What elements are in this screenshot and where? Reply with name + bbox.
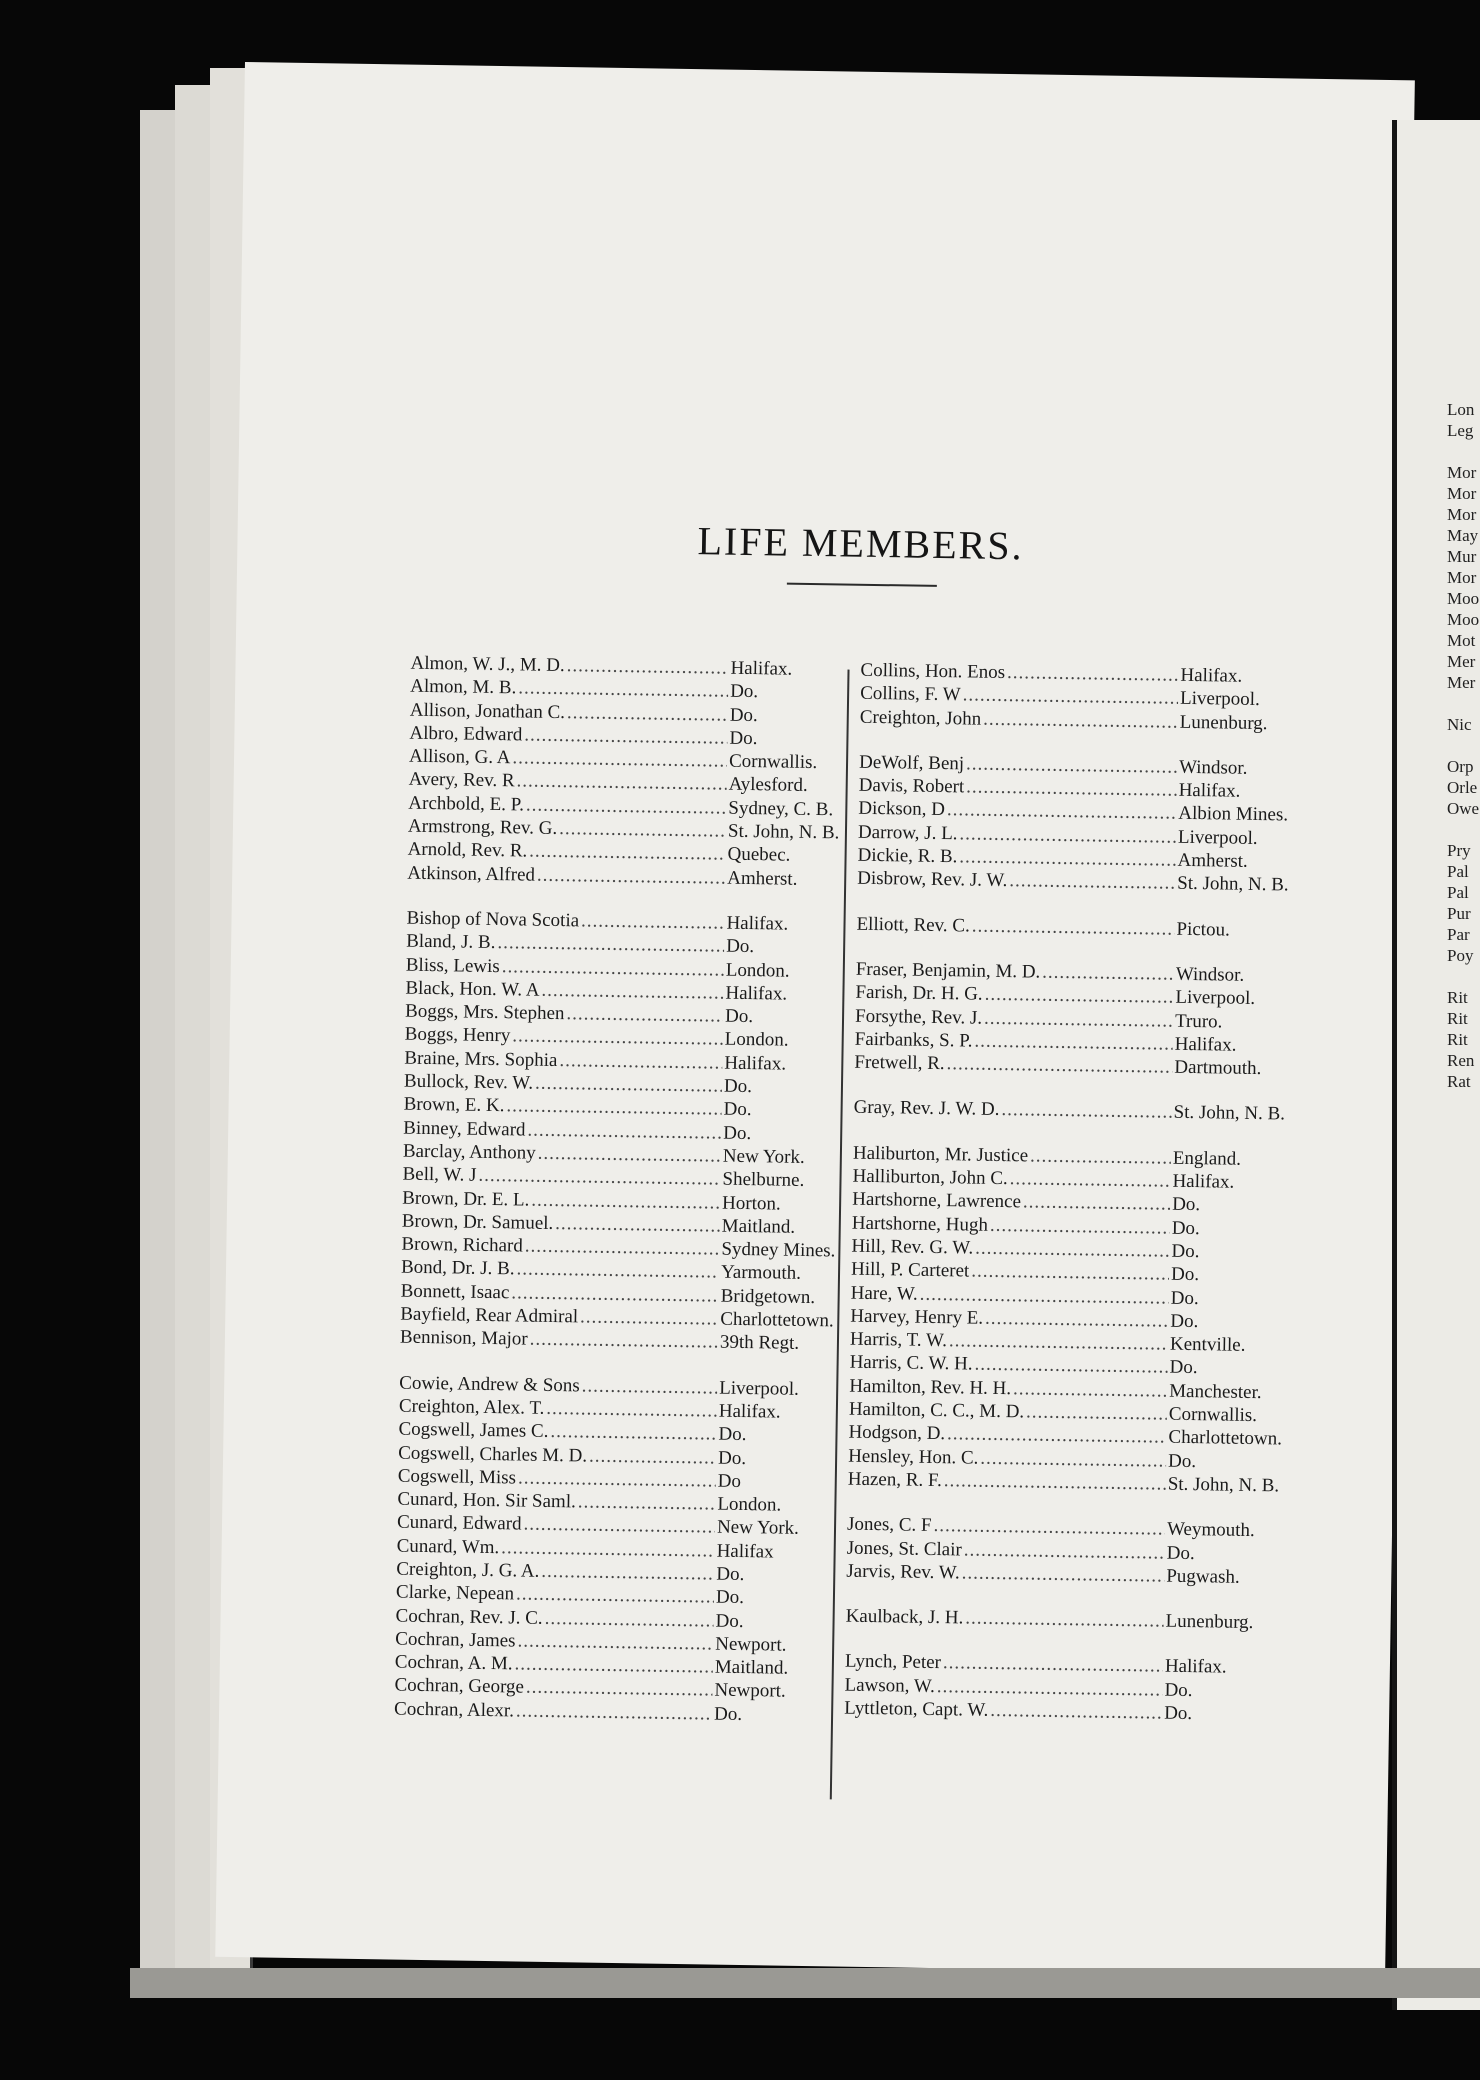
member-name: Cunard, Edward — [396, 1511, 522, 1535]
leader-dots — [581, 910, 725, 934]
member-place: Sydney, C. B. — [728, 797, 834, 821]
member-name: Collins, Hon. Enos — [860, 659, 1006, 684]
next-page-fragment: Pal — [1447, 862, 1469, 881]
member-name: Bland, J. B. — [406, 930, 496, 954]
next-page-fragment: Rit — [1447, 1009, 1468, 1028]
member-name: Almon, M. B. — [410, 675, 517, 699]
leader-dots — [933, 1515, 1165, 1541]
leader-dots — [526, 794, 727, 819]
member-name: Brown, Dr. Samuel. — [401, 1210, 554, 1234]
member-name: Boggs, Henry — [404, 1024, 511, 1047]
member-name: Elliott, Rev. C. — [856, 913, 970, 937]
member-name: Albro, Edward — [409, 722, 523, 746]
next-page-fragment: Mer — [1447, 673, 1476, 692]
member-name: Brown, E. K. — [403, 1093, 505, 1117]
member-place: Amherst. — [727, 867, 798, 890]
member-place: Newport. — [715, 1633, 787, 1656]
member-name: Hamilton, Rev. H. H. — [849, 1375, 1012, 1399]
leader-dots — [516, 1584, 714, 1609]
member-name: Hill, P. Carteret — [850, 1258, 970, 1282]
member-name: Fairbanks, S. P. — [854, 1028, 973, 1052]
leader-dots — [963, 685, 1179, 710]
member-name: Darrow, J. L. — [857, 821, 958, 845]
member-name: Collins, F. W — [859, 683, 961, 706]
member-place: Pictou. — [1176, 918, 1230, 941]
member-place: St. John, N. B. — [1167, 1473, 1280, 1497]
next-page-edge — [1392, 120, 1480, 2010]
member-name: Bayfield, Rear Admiral — [400, 1303, 579, 1328]
member-place: St. John, N. B. — [1177, 873, 1289, 896]
member-place: Do. — [715, 1586, 745, 1609]
member-place: Amherst. — [1177, 849, 1248, 872]
member-place: Do. — [1164, 1679, 1193, 1701]
member-name: Davis, Robert — [858, 774, 965, 798]
leader-dots — [544, 1607, 713, 1632]
leader-dots — [966, 777, 1177, 802]
next-page-fragment: Mot — [1447, 631, 1476, 650]
member-name: Kaulback, J. H. — [845, 1605, 964, 1629]
member-name: Dickson, D — [858, 798, 946, 821]
leader-dots — [502, 956, 724, 981]
member-name: DeWolf, Benj — [858, 751, 965, 775]
page-title: LIFE MEMBERS. — [697, 518, 1024, 569]
next-page-fragment: Nic — [1447, 715, 1472, 734]
member-name: Farish, Dr. H. G. — [855, 981, 983, 1005]
leader-dots — [990, 1214, 1170, 1239]
next-page-fragment: Poy — [1447, 946, 1474, 965]
member-place: Halifax. — [724, 1052, 787, 1075]
member-place: Do. — [729, 704, 758, 726]
member-place: Manchester. — [1169, 1380, 1262, 1403]
leader-dots — [541, 980, 723, 1005]
next-page-fragment: Pry — [1447, 841, 1471, 860]
member-place: Do. — [1170, 1310, 1199, 1332]
leader-dots — [975, 1238, 1170, 1263]
leader-dots — [1030, 1145, 1171, 1169]
leader-dots — [965, 1608, 1164, 1633]
member-name: Cogswell, Miss — [397, 1465, 517, 1489]
leader-dots — [1023, 1192, 1171, 1216]
member-place: Liverpool. — [719, 1377, 800, 1400]
leader-dots — [518, 1467, 716, 1492]
member-place: Do. — [718, 1423, 747, 1446]
member-name: Cunard, Hon. Sir Saml. — [397, 1488, 576, 1513]
member-place: Do. — [1170, 1263, 1200, 1286]
member-name: Harvey, Henry E. — [850, 1305, 984, 1329]
leader-dots — [983, 708, 1178, 733]
member-name: Brown, Dr. E. L. — [402, 1187, 530, 1211]
member-place: Lunenburg. — [1179, 711, 1268, 734]
member-place: New York. — [716, 1516, 800, 1540]
leader-dots — [985, 1308, 1169, 1333]
member-name: Disbrow, Rev. J. W. — [857, 868, 1008, 892]
member-name: Dickie, R. B. — [857, 844, 958, 868]
member-place: Halifax — [716, 1540, 774, 1563]
member-place: Windsor. — [1178, 756, 1248, 779]
member-place: New York. — [722, 1145, 805, 1168]
leader-dots — [582, 1375, 718, 1399]
leader-dots — [964, 1539, 1165, 1564]
leader-dots — [1010, 1168, 1171, 1193]
leader-dots — [1026, 1401, 1167, 1425]
leader-dots — [516, 1700, 713, 1725]
leader-dots — [518, 678, 728, 703]
member-name: Brown, Richard — [401, 1233, 523, 1257]
leader-dots — [523, 1514, 715, 1539]
member-name: Creighton, Alex. T. — [398, 1395, 545, 1419]
leader-dots — [947, 800, 1177, 826]
next-page-fragment: Ren — [1447, 1051, 1475, 1070]
member-place: Lunenburg. — [1165, 1610, 1254, 1634]
leader-dots — [966, 753, 1177, 778]
member-place: Weymouth. — [1166, 1518, 1255, 1542]
leader-dots — [501, 1537, 715, 1562]
member-place: Halifax. — [1178, 779, 1241, 802]
member-name: Hodgson, D. — [848, 1421, 946, 1445]
member-name: Cochran, Alexr. — [393, 1698, 515, 1722]
member-place: St. John, N. B. — [1173, 1102, 1286, 1125]
member-place: Pugwash. — [1166, 1565, 1240, 1588]
member-place: 39th Regt. — [719, 1331, 800, 1355]
next-page-fragment: Lon — [1447, 400, 1475, 419]
leader-dots — [944, 1470, 1166, 1495]
member-name: Gray, Rev. J. W. D. — [853, 1097, 1000, 1121]
member-place: Do. — [1171, 1240, 1200, 1263]
leader-dots — [526, 1677, 713, 1702]
member-name: Lyttleton, Capt. W. — [844, 1697, 989, 1721]
member-place: Charlottetown. — [1168, 1426, 1283, 1450]
member-name: Binney, Edward — [403, 1117, 526, 1141]
member-place: Halifax. — [1172, 1170, 1235, 1193]
member-place: Cornwallis. — [1168, 1403, 1258, 1427]
leader-dots — [546, 1398, 717, 1423]
member-name: Cogswell, James C. — [398, 1418, 549, 1443]
member-name: Arnold, Rev. R. — [407, 839, 528, 862]
member-place: Horton. — [721, 1192, 781, 1215]
member-name: Halliburton, John C. — [852, 1165, 1008, 1190]
leader-dots — [516, 1259, 719, 1284]
member-name: Bell, W. J — [402, 1163, 477, 1187]
member-name: Cochran, George — [394, 1675, 525, 1699]
member-place: Do. — [1170, 1287, 1199, 1309]
leader-dots — [1001, 1099, 1171, 1124]
leader-dots — [517, 1630, 713, 1655]
member-place: Do. — [716, 1563, 745, 1586]
next-page-fragment: Mor — [1447, 484, 1477, 503]
member-name: Hartshorne, Lawrence — [852, 1189, 1022, 1213]
member-place: Do. — [1172, 1194, 1201, 1216]
title-rule — [787, 583, 937, 587]
next-page-fragment: Owe — [1447, 799, 1480, 818]
next-page-fragment: Orle — [1447, 778, 1478, 797]
member-place: Halifax. — [718, 1400, 781, 1423]
next-page-fragment: Pal — [1447, 883, 1469, 902]
next-page-fragment: Mor — [1447, 568, 1477, 587]
leader-dots — [535, 1073, 722, 1098]
member-name: Hartshorne, Hugh — [851, 1212, 989, 1236]
member-name: Fraser, Benjamin, M. D. — [855, 958, 1041, 983]
leader-dots — [974, 1030, 1173, 1055]
member-name: Creighton, John — [859, 706, 982, 730]
member-name: Forsythe, Rev. J. — [854, 1005, 983, 1029]
member-place: St. John, N. B. — [727, 820, 840, 844]
member-place: Charlottetown. — [720, 1308, 834, 1332]
member-place: Do. — [723, 1098, 752, 1121]
member-place: Shelburne. — [722, 1168, 805, 1192]
next-page-fragment: Moo — [1447, 589, 1480, 608]
page-bottom-edge — [130, 1968, 1480, 1998]
leader-dots — [1013, 1378, 1167, 1402]
member-place: Albion Mines. — [1178, 803, 1289, 826]
member-name: Cowie, Andrew & Sons — [399, 1372, 580, 1397]
member-name: Lynch, Peter — [844, 1651, 942, 1674]
leader-dots — [567, 702, 728, 727]
member-name: Armstrong, Rev. G. — [407, 815, 558, 840]
leader-dots — [980, 1447, 1166, 1472]
member-place: Liverpool. — [1177, 826, 1258, 849]
member-name: Almon, W. J., M. D. — [410, 652, 565, 677]
member-place: Newport. — [714, 1680, 786, 1703]
member-place: Do. — [1164, 1702, 1193, 1725]
member-place: Halifax. — [725, 982, 788, 1005]
next-page-fragment: Orp — [1447, 757, 1474, 776]
leader-dots — [937, 1676, 1163, 1702]
leader-dots — [984, 1007, 1173, 1032]
leader-dots — [550, 1421, 716, 1446]
leader-dots — [530, 1329, 719, 1354]
leader-dots — [525, 1236, 720, 1261]
member-name: Cochran, Rev. J. C. — [395, 1605, 543, 1629]
member-name: Cunard, Wm. — [396, 1535, 500, 1558]
member-name: Hill, Rev. G. W. — [851, 1235, 974, 1259]
leader-dots — [580, 1306, 719, 1330]
member-name: Clarke, Nepean — [395, 1581, 515, 1605]
member-place: Truro. — [1174, 1010, 1223, 1033]
leader-dots — [1042, 962, 1174, 986]
member-place: Yarmouth. — [720, 1262, 802, 1285]
leader-dots — [1009, 870, 1175, 895]
member-name: Allison, Jonathan C. — [409, 699, 566, 723]
leader-dots — [559, 818, 726, 843]
member-name: Boggs, Mrs. Stephen — [404, 1000, 565, 1025]
next-page-fragment: May — [1447, 526, 1479, 545]
leader-dots — [971, 1261, 1169, 1286]
member-name: Jarvis, Rev. W. — [846, 1560, 960, 1584]
member-place: Halifax. — [1180, 664, 1243, 687]
leader-dots — [512, 747, 727, 772]
member-name: Cogswell, Charles M. D. — [398, 1442, 588, 1467]
leader-dots — [559, 1050, 722, 1075]
member-place: Do. — [1169, 1357, 1198, 1379]
leader-dots — [478, 1165, 720, 1191]
member-name: Bishop of Nova Scotia — [406, 907, 580, 932]
member-place: Kentville. — [1169, 1333, 1246, 1356]
member-place: Do. — [723, 1122, 752, 1144]
leader-dots — [512, 1026, 723, 1051]
member-place: Aylesford. — [728, 774, 808, 797]
leader-dots — [959, 823, 1176, 848]
member-name: Creighton, J. G. A. — [396, 1558, 540, 1582]
member-name: Barclay, Anthony — [402, 1140, 536, 1164]
member-place: Halifax. — [1174, 1033, 1237, 1056]
book-page — [215, 62, 1415, 1975]
leader-dots — [537, 864, 726, 889]
next-page-fragment: Pur — [1447, 904, 1471, 923]
member-name: Haliburton, Mr. Justice — [852, 1142, 1029, 1167]
next-page-fragment: Rat — [1447, 1072, 1471, 1091]
member-place: Cornwallis. — [728, 750, 818, 774]
leader-dots — [943, 1653, 1163, 1678]
member-place: Do. — [729, 727, 758, 750]
member-name: Bennison, Major — [399, 1326, 528, 1350]
member-name: Bond, Dr. J. B. — [400, 1257, 515, 1280]
member-name: Hensley, Hon. C. — [848, 1445, 979, 1469]
member-name: Black, Hon. W. A — [405, 977, 540, 1001]
member-place: Do. — [713, 1703, 743, 1725]
member-place: Liverpool. — [1175, 986, 1256, 1010]
member-name: Lawson, W. — [844, 1674, 935, 1697]
leader-dots — [972, 915, 1175, 940]
member-place: London. — [725, 959, 790, 982]
leader-dots — [541, 1561, 714, 1586]
leader-dots — [920, 1283, 1169, 1309]
member-name: Avery, Rev. R — [408, 769, 515, 792]
leader-dots — [524, 724, 727, 749]
leader-dots — [511, 1282, 719, 1307]
member-place: Do. — [1167, 1450, 1197, 1472]
leader-dots — [497, 932, 724, 958]
leader-dots — [567, 655, 729, 680]
member-name: Atkinson, Alfred — [407, 862, 536, 886]
next-page-fragment: Rit — [1447, 1030, 1468, 1049]
leader-dots — [529, 841, 726, 866]
next-page-fragment: Mur — [1447, 547, 1477, 566]
member-name: Jones, St. Clair — [846, 1537, 962, 1560]
member-name: Bliss, Lewis — [405, 954, 500, 977]
member-place: Maitland. — [714, 1656, 789, 1679]
next-page-fragment: Mer — [1447, 652, 1476, 671]
right-column — [844, 660, 1341, 1729]
member-name: Hare, W. — [850, 1282, 918, 1305]
leader-dots — [990, 1700, 1162, 1725]
next-page-fragment: Rit — [1447, 988, 1468, 1007]
leader-dots — [538, 1143, 722, 1168]
leader-dots — [566, 1003, 723, 1027]
left-column — [394, 653, 891, 1729]
member-place: Quebec. — [727, 844, 791, 867]
leader-dots — [959, 846, 1176, 871]
member-place: Windsor. — [1175, 963, 1245, 986]
member-place: Halifax. — [730, 657, 793, 680]
member-place: Do. — [715, 1610, 744, 1632]
member-place: Do. — [726, 935, 755, 958]
leader-dots — [589, 1445, 716, 1469]
member-name: Harris, C. W. H. — [849, 1352, 973, 1376]
leader-dots — [949, 1330, 1168, 1355]
member-place: London. — [717, 1493, 782, 1516]
leader-dots — [946, 1053, 1172, 1079]
leader-dots — [961, 1562, 1164, 1587]
member-place: England. — [1172, 1147, 1242, 1170]
member-place: Do — [717, 1470, 742, 1492]
leader-dots — [578, 1492, 716, 1516]
leader-dots — [527, 1119, 721, 1144]
leader-dots — [1007, 662, 1179, 687]
next-page-fragment: Mor — [1447, 463, 1477, 482]
member-place: Do. — [717, 1447, 747, 1469]
member-place: Do. — [724, 1005, 754, 1028]
member-name: Cochran, A. M. — [394, 1651, 513, 1675]
member-place: Maitland. — [721, 1215, 796, 1238]
member-name: Hamilton, C. C., M. D. — [848, 1398, 1025, 1423]
next-page-fragment: Par — [1447, 925, 1470, 944]
leader-dots — [555, 1213, 720, 1238]
member-name: Hazen, R. F. — [847, 1468, 942, 1492]
member-name: Bullock, Rev. W. — [403, 1070, 534, 1094]
leader-dots — [516, 771, 726, 796]
member-place: Do. — [723, 1075, 753, 1098]
next-page-fragment: Mor — [1447, 505, 1477, 524]
leader-dots — [514, 1654, 713, 1679]
leader-dots — [506, 1096, 722, 1121]
leader-dots — [974, 1354, 1167, 1379]
member-name: Archbold, E. P. — [408, 792, 525, 816]
member-place: Halifax. — [726, 912, 789, 935]
member-place: Do. — [1171, 1217, 1200, 1239]
next-page-fragment: Moo — [1447, 610, 1480, 629]
member-name: Allison, G. A — [408, 745, 511, 769]
member-place: Dartmouth. — [1174, 1056, 1262, 1080]
member-name: Bonnett, Isaac — [400, 1280, 510, 1304]
member-place: Do. — [730, 680, 759, 703]
leader-dots — [947, 1424, 1167, 1449]
member-place: Halifax. — [1164, 1656, 1227, 1679]
leader-dots — [531, 1189, 720, 1214]
member-place: London. — [724, 1029, 789, 1052]
member-name: Braine, Mrs. Sophia — [404, 1047, 558, 1071]
member-place: Bridgetown. — [720, 1285, 816, 1308]
member-name: Cochran, James — [395, 1628, 516, 1652]
member-name: Jones, C. F — [846, 1513, 932, 1537]
member-name: Fretwell, R. — [854, 1051, 945, 1075]
member-name: Harris, T. W. — [849, 1328, 948, 1352]
leader-dots — [984, 984, 1173, 1009]
member-place: Sydney Mines. — [721, 1238, 836, 1262]
next-page-fragment: Leg — [1447, 421, 1474, 440]
member-place: Liverpool. — [1179, 688, 1260, 711]
member-place: Do. — [1166, 1542, 1195, 1564]
